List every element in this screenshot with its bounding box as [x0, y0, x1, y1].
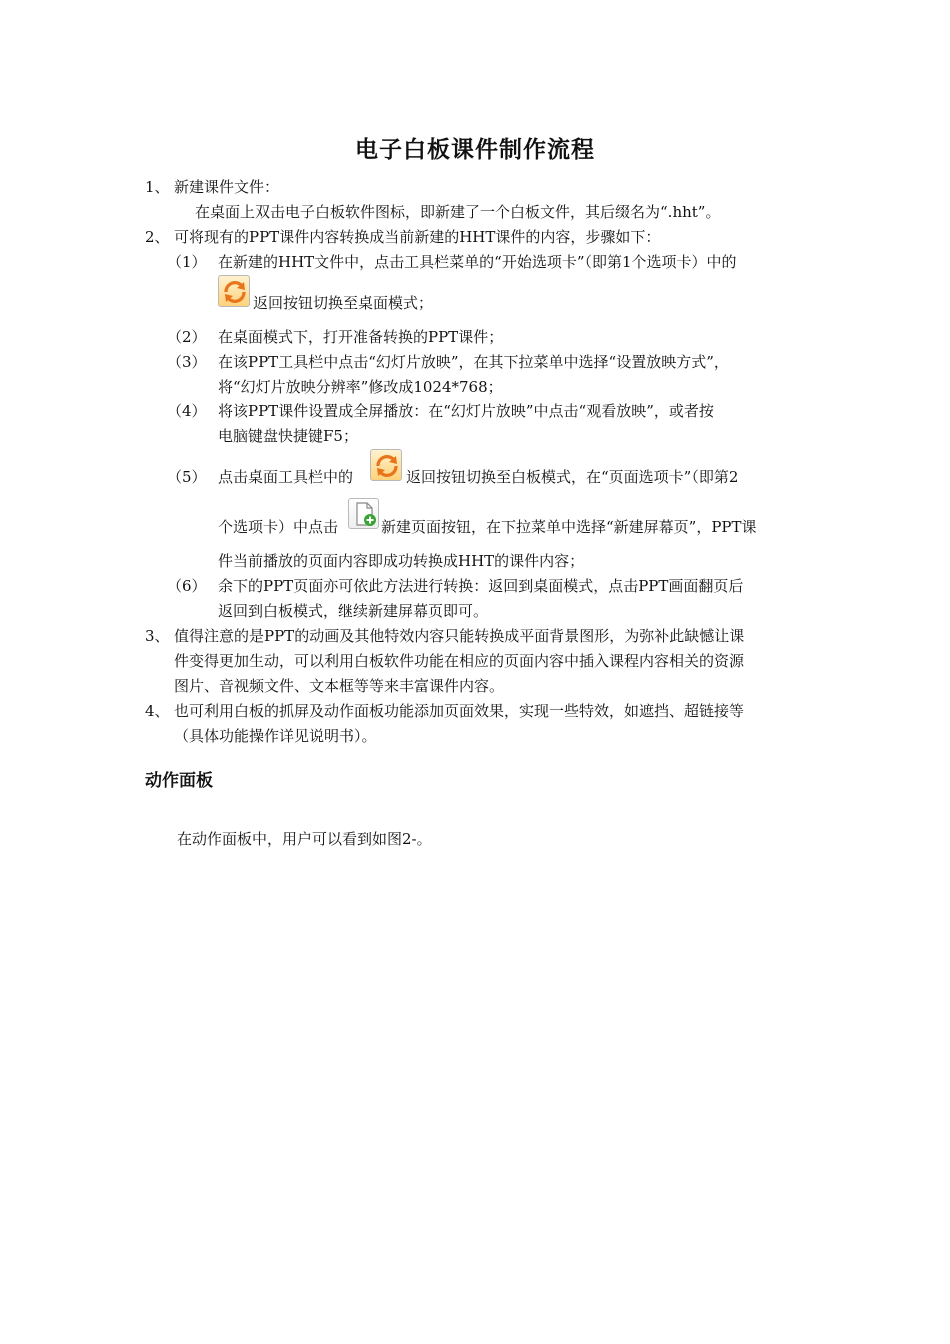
step-6-number: （6） — [167, 577, 207, 595]
item-2-number: 2、 — [145, 228, 170, 246]
item-1-text: 新建课件文件： — [174, 178, 280, 196]
step-4-line-2: 电脑键盘快捷键F5； — [218, 427, 358, 445]
step-3-line-2: 将“幻灯片放映分辨率”修改成1024*768； — [218, 378, 503, 396]
item-4-line-2: （具体功能操作详见说明书）。 — [174, 727, 377, 745]
new-page-icon — [348, 498, 379, 529]
step-5-line-1a: 点击桌面工具栏中的 — [218, 468, 354, 486]
item-3-number: 3、 — [145, 627, 170, 645]
step-1-line-2: 返回按钮切换至桌面模式； — [253, 294, 434, 312]
step-3-line-1: 在该PPT工具栏中点击“幻灯片放映”，在其下拉菜单中选择“设置放映方式”， — [218, 353, 729, 371]
step-2-number: （2） — [167, 328, 207, 346]
section-heading: 动作面板 — [145, 771, 213, 791]
step-3-number: （3） — [167, 353, 207, 371]
item-1-number: 1、 — [145, 178, 170, 196]
item-3-line-2: 件变得更加生动，可以利用白板软件功能在相应的页面内容中插入课程内容相关的资源 — [174, 652, 745, 670]
step-5-line-2b: 新建页面按钮，在下拉菜单中选择“新建屏幕页”，PPT课 — [381, 518, 757, 536]
step-4-number: （4） — [167, 402, 207, 420]
item-2-text: 可将现有的PPT课件内容转换成当前新建的HHT课件的内容，步骤如下： — [174, 228, 661, 246]
section-paragraph: 在动作面板中，用户可以看到如图2-。 — [177, 830, 432, 848]
step-4-line-1: 将该PPT课件设置成全屏播放：在“幻灯片放映”中点击“观看放映”，或者按 — [218, 402, 714, 420]
item-4-line-1: 也可利用白板的抓屏及动作面板功能添加页面效果，实现一些特效，如遮挡、超链接等 — [174, 702, 745, 720]
step-1-number: （1） — [167, 253, 207, 271]
step-5-line-1b: 返回按钮切换至白板模式，在“页面选项卡”（即第2 — [406, 468, 739, 486]
step-5-line-2a: 个选项卡）中点击 — [218, 518, 339, 536]
return-arrows-icon — [370, 449, 402, 481]
page-title: 电子白板课件制作流程 — [355, 137, 595, 163]
item-3-line-3: 图片、音视频文件、文本框等等来丰富课件内容。 — [174, 677, 505, 695]
item-4-number: 4、 — [145, 702, 170, 720]
step-6-line-2: 返回到白板模式，继续新建屏幕页即可。 — [218, 602, 489, 620]
step-1-line-1: 在新建的HHT文件中，点击工具栏菜单的“开始选项卡”（即第1个选项卡）中的 — [218, 253, 737, 271]
step-5-number: （5） — [167, 468, 207, 486]
step-5-line-3: 件当前播放的页面内容即成功转换成HHT的课件内容； — [218, 552, 585, 570]
step-6-line-1: 余下的PPT页面亦可依此方法进行转换：返回到桌面模式，点击PPT画面翻页后 — [218, 577, 744, 595]
step-2-line-1: 在桌面模式下，打开准备转换的PPT课件； — [218, 328, 504, 346]
item-1-detail: 在桌面上双击电子白板软件图标，即新建了一个白板文件，其后缀名为“.hht”。 — [195, 203, 721, 221]
item-3-line-1: 值得注意的是PPT的动画及其他特效内容只能转换成平面背景图形，为弥补此缺憾让课 — [174, 627, 745, 645]
return-arrows-icon — [218, 275, 250, 307]
